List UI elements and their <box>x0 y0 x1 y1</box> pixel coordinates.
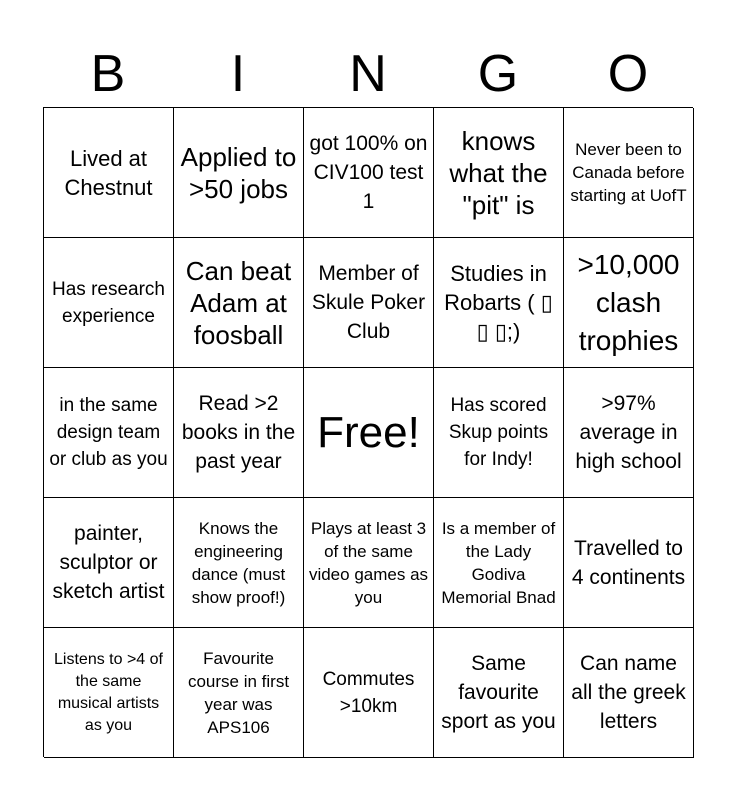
cell-text: Travelled to 4 continents <box>571 536 686 589</box>
bingo-cell[interactable] <box>434 238 564 368</box>
cell-text: Lived at Chestnut <box>64 145 153 200</box>
cell-text: painter, sculptor or sketch artist <box>52 522 165 603</box>
bingo-cell[interactable] <box>434 368 564 498</box>
cell-text: Has scored Skup points for Indy! <box>448 395 549 470</box>
bingo-cell[interactable] <box>304 238 434 368</box>
bingo-cell[interactable] <box>434 628 564 758</box>
bingo-cell[interactable] <box>174 628 304 758</box>
bingo-cell[interactable] <box>564 628 694 758</box>
cell-text: Free! <box>317 407 420 457</box>
bingo-cell[interactable] <box>564 498 694 628</box>
cell-text: knows what the "pit" is <box>449 125 548 220</box>
title-letter-n: N <box>349 45 387 103</box>
bingo-cell[interactable] <box>564 368 694 498</box>
bingo-cell[interactable] <box>44 628 174 758</box>
cell-text: Favourite course in first year was APS106 <box>187 648 290 737</box>
bingo-cell[interactable] <box>174 108 304 238</box>
cell-text: Same favourite sport as you <box>441 652 556 733</box>
bingo-cell[interactable] <box>434 108 564 238</box>
cell-text: Plays at least 3 of the same video games as you <box>308 518 429 607</box>
cell-text: >10,000 clash trophies <box>577 248 680 356</box>
bingo-cell[interactable] <box>174 238 304 368</box>
cell-text: Commutes >10km <box>322 668 415 717</box>
title-letter-o: O <box>607 45 649 103</box>
title-letter-g: G <box>477 45 519 103</box>
bingo-cell[interactable] <box>44 498 174 628</box>
bingo-cell[interactable] <box>304 108 434 238</box>
bingo-cell[interactable] <box>434 498 564 628</box>
bingo-cell[interactable] <box>174 368 304 498</box>
cell-text: Has research experience <box>52 278 165 327</box>
bingo-cell[interactable] <box>44 368 174 498</box>
bingo-cell[interactable] <box>564 108 694 238</box>
cell-text: Read >2 books in the past year <box>181 392 296 473</box>
cell-text: Is a member of the Lady Godiva Memorial Bnad <box>441 518 556 607</box>
bingo-grid <box>43 107 693 757</box>
bingo-cell[interactable] <box>304 628 434 758</box>
free-space[interactable] <box>304 368 434 498</box>
bingo-cell[interactable] <box>564 238 694 368</box>
cell-text: Studies in Robarts ( ▯ ▯ ▯;) <box>444 261 553 344</box>
title-letter-i: I <box>230 45 246 103</box>
cell-text: got 100% on CIV100 test 1 <box>309 132 428 213</box>
title-letter-b: B <box>90 45 126 103</box>
cell-text: Member of Skule Poker Club <box>311 262 426 343</box>
cell-text: in the same design team or club as you <box>49 395 168 470</box>
bingo-cell[interactable] <box>174 498 304 628</box>
cell-text: Can beat Adam at foosball <box>185 255 292 350</box>
cell-text: Knows the engineering dance (must show proof!) <box>191 518 286 607</box>
cell-text: Never been to Canada before starting at UofT <box>570 140 687 205</box>
cell-text: Listens to >4 of the same musical artists as you <box>54 650 163 734</box>
bingo-title <box>43 42 694 106</box>
bingo-cell[interactable] <box>304 498 434 628</box>
cell-text: Can name all the greek letters <box>571 652 686 733</box>
cell-text: Applied to >50 jobs <box>180 141 297 204</box>
cell-text: >97% average in high school <box>575 392 682 473</box>
bingo-cell[interactable] <box>44 238 174 368</box>
bingo-cell[interactable] <box>44 108 174 238</box>
